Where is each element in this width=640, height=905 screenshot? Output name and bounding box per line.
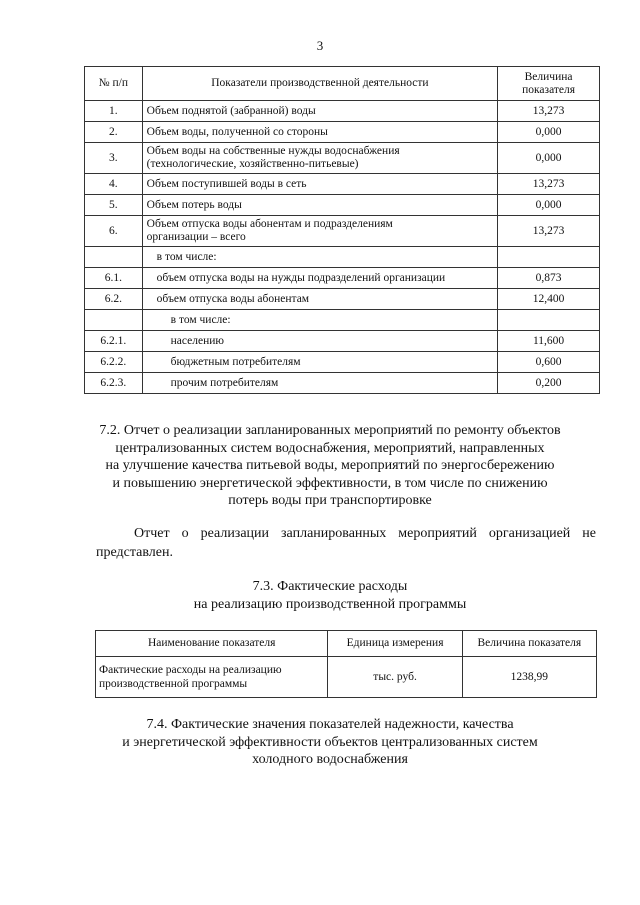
table-row	[85, 331, 600, 352]
row-indicator: Объем поступившей воды в сеть	[142, 174, 498, 195]
heading-line: на улучшение качества питьевой воды, мероприятий по энергосбережению	[105, 458, 555, 473]
row-num	[85, 310, 143, 331]
table-row	[85, 268, 600, 289]
table-row	[85, 352, 600, 373]
heading-line: и повышению энергетической эффективности, в том числе по снижению	[112, 475, 548, 491]
row-num: 4.	[85, 174, 143, 195]
table-row	[85, 216, 600, 247]
row-indicator-line1: Объем воды на собственные нужды водоснабжения	[146, 145, 400, 157]
row-value: 0,000	[498, 122, 600, 143]
header-num: № п/п	[85, 67, 143, 101]
row-num: 6.1.	[85, 268, 143, 289]
heading-line: 7.3. Фактические расходы	[252, 579, 408, 594]
table-header-row	[85, 67, 600, 101]
row-indicator: Объем воды, полученной со стороны	[142, 122, 498, 143]
row-indicator: объем отпуска воды абонентам	[142, 289, 498, 310]
table-row	[85, 143, 600, 174]
row-name	[96, 657, 328, 698]
heading-line: 7.2. Отчет о реализации запланированных мероприятий по ремонту объектов	[99, 423, 561, 438]
row-value: 0,600	[498, 352, 600, 373]
row-indicator: в том числе:	[142, 310, 498, 331]
heading-line: холодного водоснабжения	[252, 752, 408, 767]
row-indicator: объем отпуска воды на нужды подразделений организации	[142, 268, 498, 289]
header-unit: Единица измерения	[328, 631, 462, 657]
row-name-line1: Фактические расходы на реализацию	[99, 664, 282, 676]
row-value: 0,000	[498, 143, 600, 174]
header-value: Величина показателя	[462, 631, 596, 657]
page-number: 3	[316, 38, 324, 53]
row-value: 13,273	[498, 174, 600, 195]
header-value	[498, 67, 600, 101]
actual-expenses-table	[95, 630, 597, 698]
section-7-4-heading	[60, 716, 600, 769]
section-7-2-heading	[60, 422, 600, 510]
table-row	[85, 289, 600, 310]
row-value: 12,400	[498, 289, 600, 310]
row-indicator: бюджетным потребителям	[142, 352, 498, 373]
header-indicator: Показатели производственной деятельности	[142, 67, 498, 101]
row-num: 2.	[85, 122, 143, 143]
row-indicator-line2: (технологические, хозяйственно-питьевые)	[146, 158, 359, 170]
row-name-line2: производственной программы	[99, 678, 248, 690]
row-value	[498, 310, 600, 331]
row-num: 6.	[85, 216, 143, 247]
heading-line: 7.4. Фактические значения показателей надежности, качества	[146, 717, 514, 732]
table-row	[85, 247, 600, 268]
row-indicator: Объем потерь воды	[142, 195, 498, 216]
section-7-3-heading	[60, 578, 600, 613]
table-header-row	[96, 631, 597, 657]
row-num: 3.	[85, 143, 143, 174]
table-row	[85, 310, 600, 331]
heading-line: потерь воды при транспортировке	[228, 493, 432, 508]
section-7-2-paragraph	[96, 524, 596, 562]
row-num: 6.2.1.	[85, 331, 143, 352]
row-value: 0,873	[498, 268, 600, 289]
row-value: 0,200	[498, 373, 600, 394]
table-row	[85, 373, 600, 394]
row-indicator: прочим потребителям	[142, 373, 498, 394]
table-row	[96, 657, 597, 698]
row-indicator	[142, 143, 498, 174]
row-indicator	[142, 216, 498, 247]
row-indicator: Объем поднятой (забранной) воды	[142, 101, 498, 122]
row-num: 6.2.	[85, 289, 143, 310]
heading-line: на реализацию производственной программы	[193, 596, 467, 612]
row-value: 0,000	[498, 195, 600, 216]
header-value-line1: Величина	[524, 70, 573, 83]
row-indicator: населению	[142, 331, 498, 352]
row-value: 13,273	[498, 216, 600, 247]
row-indicator-line2: организации – всего	[146, 231, 246, 243]
row-num: 1.	[85, 101, 143, 122]
header-name: Наименование показателя	[96, 631, 328, 657]
row-indicator: в том числе:	[142, 247, 498, 268]
table-row	[85, 195, 600, 216]
row-num	[85, 247, 143, 268]
production-indicators-table	[84, 66, 600, 394]
paragraph-text: Отчет о реализации запланированных мероприятий организацией не представлен.	[96, 526, 596, 560]
row-value: 1238,99	[462, 657, 596, 698]
table-row	[85, 174, 600, 195]
row-value: 13,273	[498, 101, 600, 122]
row-value: 11,600	[498, 331, 600, 352]
row-num: 6.2.2.	[85, 352, 143, 373]
heading-line: централизованных систем водоснабжения, мероприятий, направленных	[115, 440, 545, 456]
row-value	[498, 247, 600, 268]
row-indicator-line1: Объем отпуска воды абонентам и подразделениям	[146, 218, 393, 230]
table-row	[85, 122, 600, 143]
header-value-line2: показателя	[522, 83, 576, 96]
row-num: 6.2.3.	[85, 373, 143, 394]
heading-line: и энергетической эффективности объектов централизованных систем	[122, 734, 538, 750]
table-row	[85, 101, 600, 122]
row-unit: тыс. руб.	[328, 657, 462, 698]
row-num: 5.	[85, 195, 143, 216]
